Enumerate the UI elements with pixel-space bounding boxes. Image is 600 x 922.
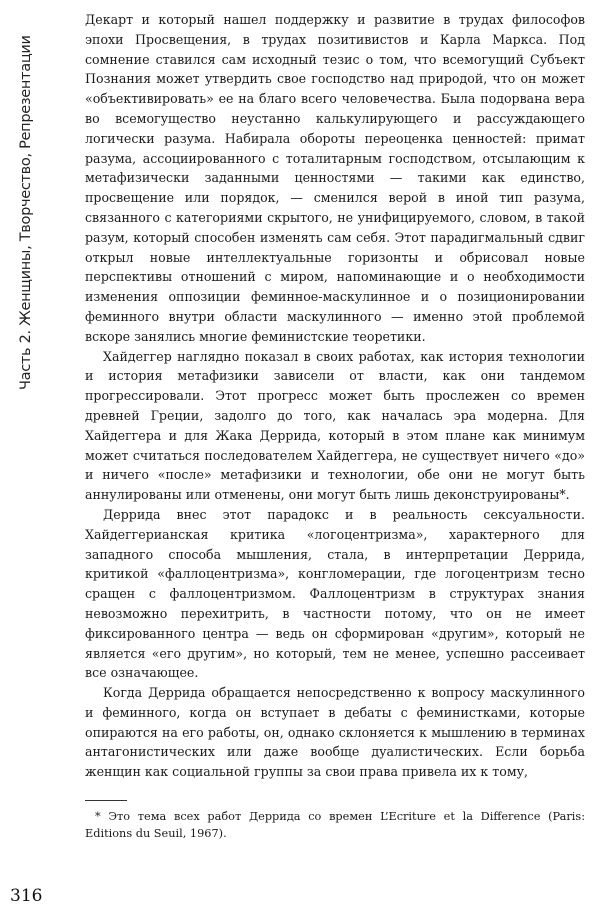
footnote: * Это тема всех работ Деррида со времен L’Ecriture et la Difference (Paris: Editions du Seuil, 1967). [85,810,585,840]
paragraph: Когда Деррида обращается непосредственно к вопросу маскулинного и феминного, когда он вступает в дебаты с феминистками, которые опираются на его работы, он, однако склоняется к мышлению в терминах антагонистических или даже вообще дуалистических. Если борьба женщин как социальной группы за свои права привела их к тому, [85,685,585,780]
running-head-text: Часть 2. Женщины, Творчество, Репрезентации [18,35,34,390]
paragraph: Декарт и который нашел поддержку и развитие в трудах философов эпохи Просвещения, в трудах позитивистов и Карла Маркса. Под сомнение ставился сам исходный тезис о том, что всемогущий Субъект Познания может утвердить свое господство над природой, что он может «объективировать» ее на благо всего человечества. Была подорвана вера во всемогущество неустанно калькулирующего и рассуждающего логически разума. Набирала обороты переоценка ценностей: примат разума, ассоциированного с тоталитарным господством, отсылающим к метафизически заданными ценностями — такими как единство, просвещение или порядок, — сменился верой в иной тип разума, связанного с категориями скрытого, не унифицируемого, словом, в такой разум, который способен изменять сам себя. Этот парадигмальный сдвиг открыл новые интеллектуальные горизонты и обрисовал новые перспективы отношений с миром, напоминающие и о необходимости изменения оппозиции феминное-маскулинное и о позиционировании феминного внутри области маскулинного — именно этой проблемой вскоре занялись многие феминистские теоретики. [85,12,585,344]
body-text [85,10,585,782]
paragraph: Хайдеггер наглядно показал в своих работах, как история технологии и история метафизики зависели от власти, как они тандемом прогрессировали. Этот прогресс может быть прослежен со времен древней Греции, задолго до того, как началась эра модерна. Для Хайдеггера и для Жака Деррида, который в этом плане как минимум может считаться последователем Хайдеггера, не существует ничего «до» и ничего «после» метафизики и технологии, обе они не могут быть аннулированы или отменены, они могут быть лишь деконструированы*. [85,348,585,503]
running-head [14,20,44,390]
paragraph: Деррида внес этот парадокс и в реальность сексуальности. Хайдеггерианская критика «логоцентризма», характерного для западного способа мышления, стала, в интерпретации Деррида, критикой «фаллоцентризма», конгломерации, где логоцентризм тесно сращен с фаллоцентризмом. Фаллоцентризм в структурах знания невозможно перехитрить, в частности потому, что он не имеет фиксированного центра — ведь он сформирован «другим», который не является «его другим», но который, тем не менее, успешно рассеивает все означающее. [85,506,585,681]
page-number: 316 [10,886,43,906]
footnote-rule [85,800,127,801]
